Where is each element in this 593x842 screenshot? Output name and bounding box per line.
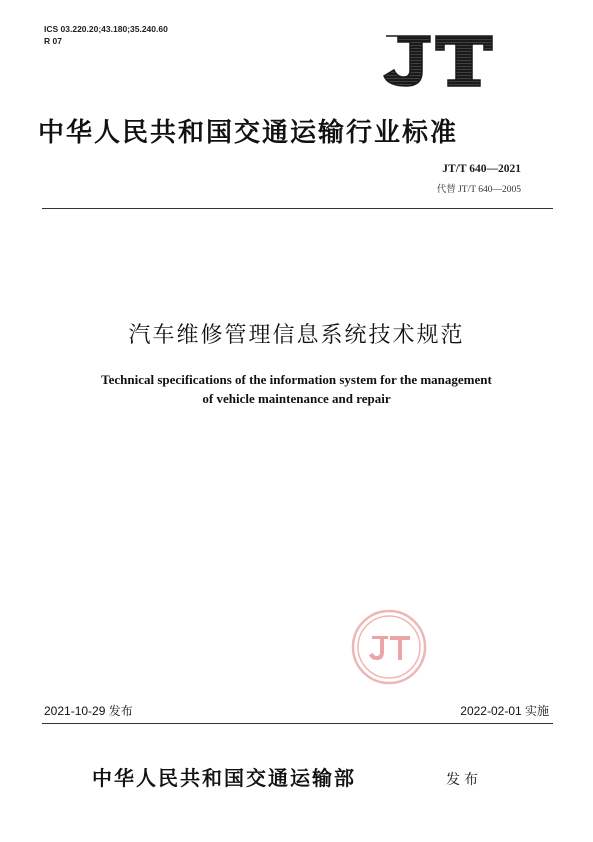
english-title-line2: of vehicle maintenance and repair	[202, 391, 391, 406]
replaces-standard: 代替 JT/T 640—2005	[436, 185, 521, 195]
agency-title: 中华人民共和国交通运输行业标准	[38, 118, 459, 148]
jt-logo	[378, 32, 496, 90]
bottom-divider	[42, 723, 553, 724]
issue-date: 2021-10-29 发布	[44, 704, 133, 718]
classification-codes	[44, 23, 168, 47]
publish-label: 发布	[446, 772, 482, 788]
top-divider	[42, 208, 553, 209]
implementation-date: 2022-02-01 实施	[460, 704, 549, 718]
standard-number: JT/T 640—2021	[442, 163, 521, 175]
jt-watermark-seal	[350, 608, 428, 686]
ics-code: ICS 03.220.20;43.180;35.240.60	[44, 24, 168, 34]
english-title	[0, 370, 593, 408]
ccs-code: R 07	[44, 36, 62, 46]
english-title-line1: Technical specifications of the information system for the management	[101, 372, 492, 387]
chinese-title: 汽车维修管理信息系统技术规范	[128, 323, 465, 348]
publisher-name: 中华人民共和国交通运输部	[92, 766, 356, 790]
